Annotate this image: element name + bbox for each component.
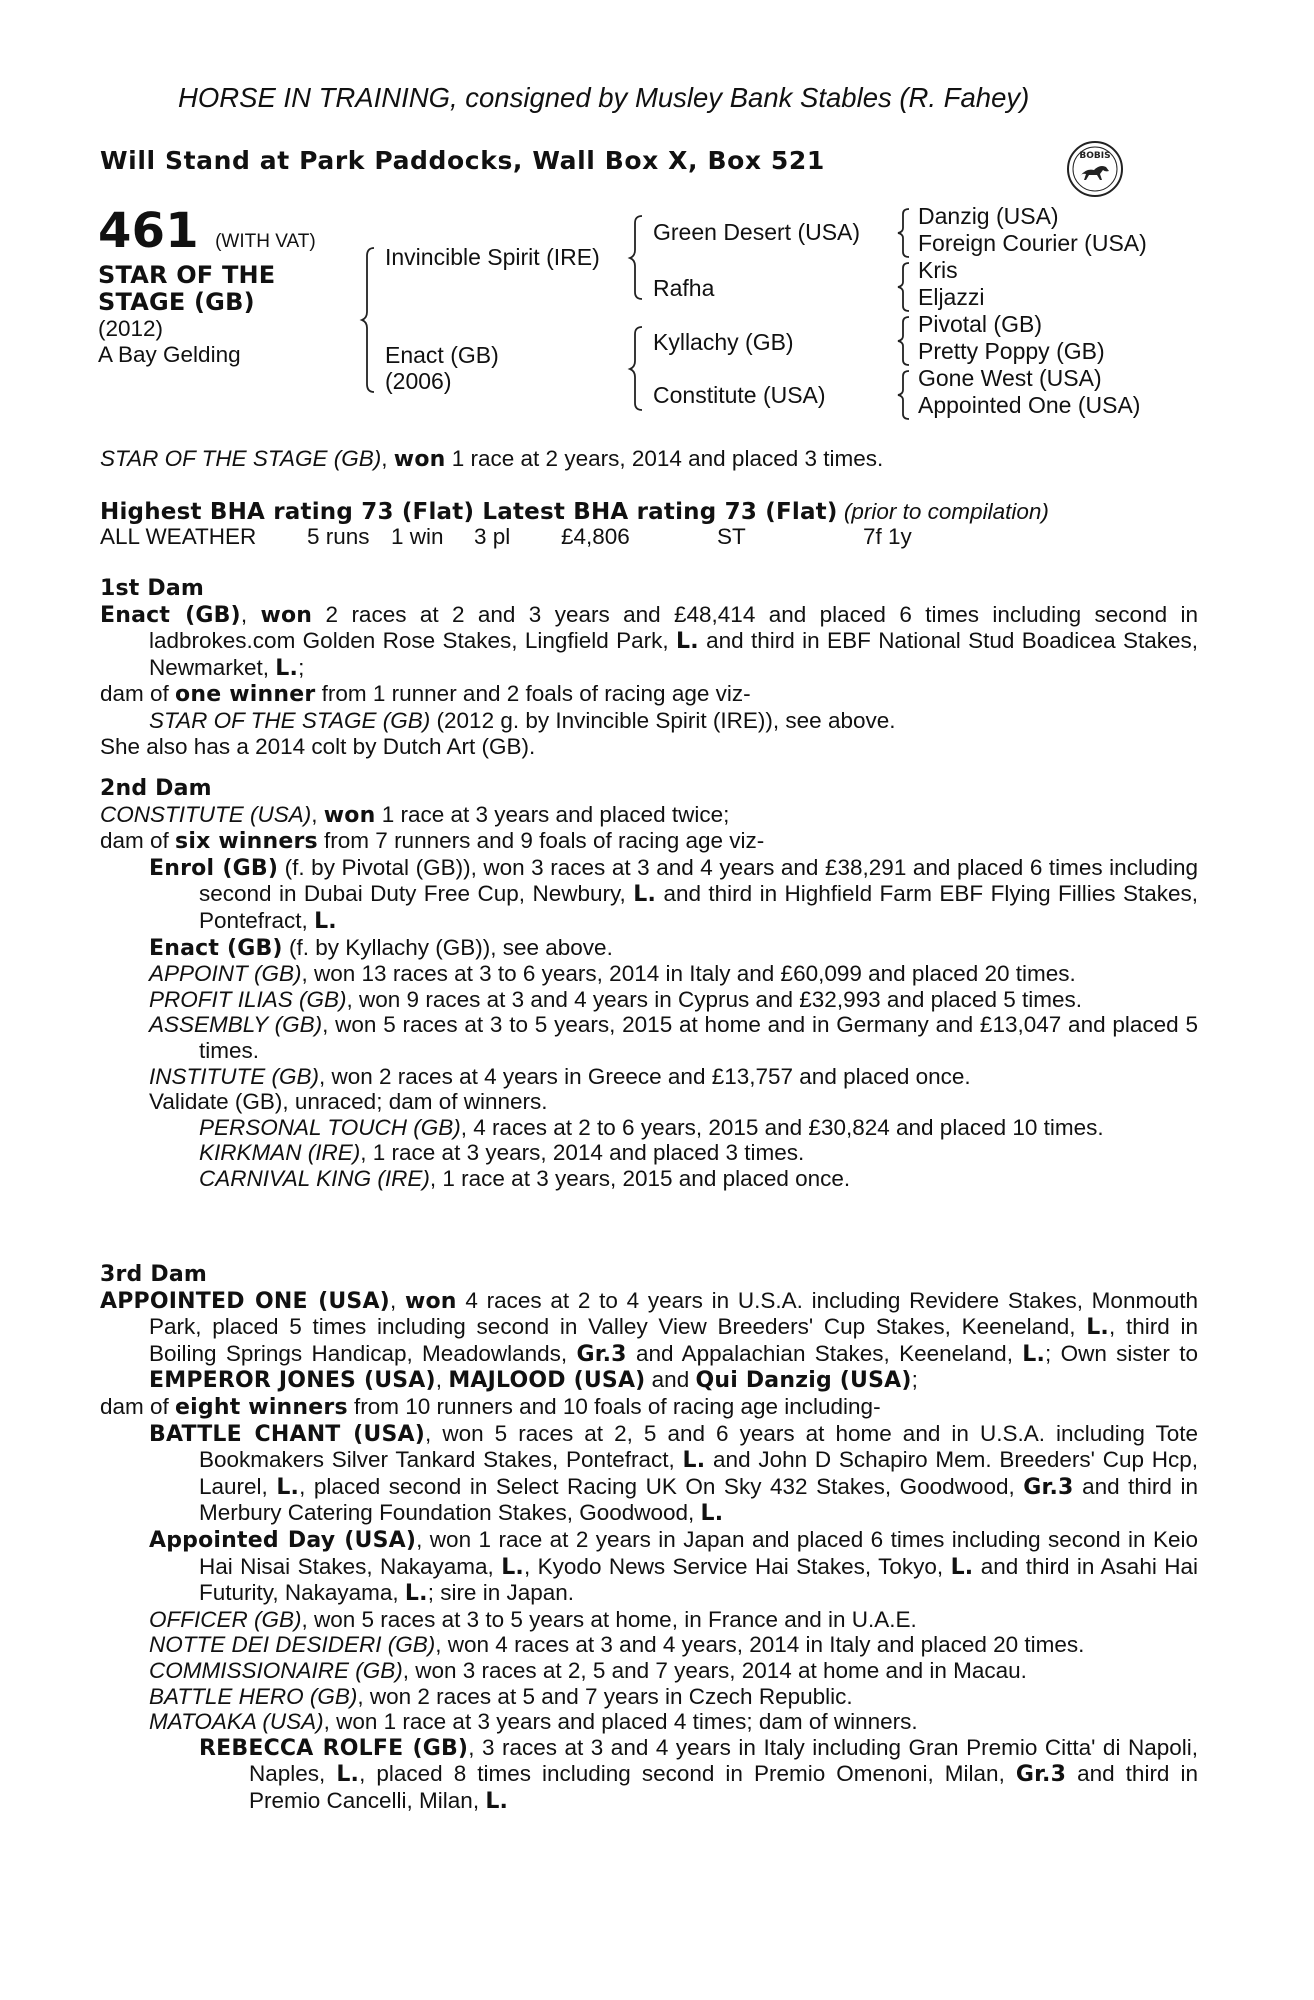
gg-eljazzi: Eljazzi (918, 284, 985, 310)
won-label: won (323, 802, 376, 828)
text: dam of (100, 681, 176, 707)
text: dam of (100, 1393, 176, 1419)
first-dam-name: Enact (GB) (100, 602, 241, 628)
gg-pretty-poppy: Pretty Poppy (GB) (918, 338, 1105, 364)
sire: Invincible Spirit (IRE) (385, 244, 600, 270)
progeny-name: BATTLE CHANT (USA) (149, 1421, 426, 1447)
stand-location: Will Stand at Park Paddocks, Wall Box X, Box 521 (100, 146, 825, 175)
summary-horse-name: STAR OF THE STAGE (GB) (100, 446, 382, 471)
record-runs: 5 runs (307, 524, 370, 549)
record-wins: 1 win (391, 524, 444, 549)
text: , won 2 races at 4 years in Greece and £13,757 and placed once. (319, 1063, 971, 1089)
progeny-entry (100, 1684, 1198, 1710)
lot-number: 461 (98, 203, 199, 259)
race-summary: STAR OF THE STAGE (GB), won 1 race at 2 years, 2014 and placed 3 times. (100, 446, 884, 472)
text: , won 1 race at 3 years and placed 4 times; dam of winners. (323, 1709, 918, 1735)
progeny-entry (100, 961, 1198, 987)
progeny-name: Enact (GB) (149, 935, 283, 961)
sibling-name: MAJLOOD (USA) (448, 1368, 646, 1394)
grand-progeny-entry (100, 1140, 1198, 1166)
gg-foreign-courier: Foreign Courier (USA) (918, 230, 1147, 256)
progeny-entry (100, 987, 1198, 1013)
record-distance: 7f 1y (863, 524, 912, 549)
sire-dam: Rafha (653, 275, 715, 301)
text: , 4 races at 2 to 6 years, 2015 and £30,824 and placed 10 times. (460, 1114, 1104, 1140)
text: (f. by Kyllachy (GB)), see above. (282, 934, 613, 960)
progeny-name: Appointed Day (USA) (149, 1527, 417, 1553)
winners-count: one winner (175, 682, 316, 708)
bobis-logo (1066, 140, 1124, 198)
text: , 1 race at 3 years, 2014 and placed 3 times. (360, 1140, 805, 1166)
progeny-name: ASSEMBLY (GB) (149, 1012, 323, 1038)
pedigree-bracket-g3 (898, 315, 912, 367)
listed-mark: L. (675, 629, 699, 655)
second-dam-produce (100, 828, 1198, 855)
horse-name-line1: STAR OF THE (98, 261, 276, 289)
pedigree-bracket-main (362, 246, 378, 396)
progeny-entry (100, 1064, 1198, 1090)
text: , third in Boiling Springs Handicap, Meadowlands, (149, 1314, 1198, 1366)
progeny-name: CARNIVAL KING (IRE) (199, 1165, 430, 1191)
text: , 1 race at 3 years, 2015 and placed once. (429, 1165, 851, 1191)
listed-mark: L. (336, 1762, 360, 1788)
pedigree-bracket-dam (630, 325, 646, 413)
vat-note: (WITH VAT) (215, 231, 316, 252)
progeny-name: NOTTE DEI DESIDERI (GB) (149, 1632, 436, 1658)
summary-won: won (393, 447, 446, 472)
first-dam-section (100, 576, 1198, 759)
text: , won 4 races at 3 and 4 years, 2014 in Italy and placed 20 times. (435, 1632, 1085, 1658)
text: and (645, 1367, 696, 1393)
progeny-name: PERSONAL TOUCH (GB) (199, 1114, 461, 1140)
progeny-name: REBECCA ROLFE (GB) (199, 1735, 469, 1761)
text: from 1 runner and 2 foals of racing age viz- (315, 681, 751, 707)
rating-line (100, 499, 1049, 526)
sire-sire: Green Desert (USA) (653, 219, 861, 245)
progeny-entry (100, 1607, 1198, 1633)
progeny-entry (100, 1709, 1198, 1735)
record-track: ST (717, 524, 746, 549)
third-dam-heading: 3rd Dam (100, 1262, 207, 1287)
text: , won 1 race at 2 years in Japan and placed 6 times including second in Keio Hai Nisai Stakes, Nakayama, (199, 1526, 1198, 1579)
progeny-name: KIRKMAN (IRE) (199, 1140, 361, 1166)
listed-mark: L. (276, 1474, 300, 1500)
dam-dam: Constitute (USA) (653, 382, 826, 408)
text: , won 2 races at 5 and 7 years in Czech Republic. (357, 1683, 853, 1709)
text: ; Own sister to (1045, 1340, 1198, 1366)
first-dam-produce (100, 681, 1198, 708)
progeny-name: OFFICER (GB) (149, 1606, 302, 1632)
listed-mark: L. (682, 1448, 706, 1474)
listed-mark: L. (633, 882, 657, 908)
progeny-name: STAR OF THE STAGE (GB) (149, 707, 431, 733)
dam-year: (2006) (385, 368, 452, 394)
text: and third in Highfield Farm EBF Flying Fillies Stakes, Pontefract, (199, 881, 1198, 933)
text: 1 race at 3 years and placed twice; (375, 801, 730, 827)
gg-danzig: Danzig (USA) (918, 203, 1059, 229)
progeny-name: BATTLE HERO (GB) (149, 1683, 358, 1709)
text: , won 5 races at 3 to 5 years at home, in France and in U.A.E. (301, 1606, 917, 1632)
text: from 10 runners and 10 foals of racing age including- (347, 1393, 881, 1419)
text: , 3 races at 3 and 4 years in Italy including Gran Premio Citta' di Napoli, Naples, (249, 1734, 1198, 1787)
dam-sire: Kyllachy (GB) (653, 329, 794, 355)
listed-mark: L. (404, 1581, 428, 1607)
text: and third in Premio Cancelli, Milan, (249, 1761, 1198, 1813)
text: , won 5 races at 3 to 5 years, 2015 at home and in Germany and £13,047 and placed 5 times. (199, 1012, 1198, 1063)
text: (2012 g. by Invincible Spirit (IRE)), see above. (430, 707, 896, 733)
text: 2 races at 2 and 3 years and £48,414 and placed 6 times including second in ladbrokes.com Golden Rose Stakes, Lingfield Park, (149, 601, 1198, 654)
second-dam-heading: 2nd Dam (100, 776, 212, 801)
listed-mark: L. (501, 1554, 524, 1580)
winners-count: eight winners (175, 1394, 348, 1420)
third-dam-record: APPOINTED ONE (USA), won 4 races at 2 to 4 years in U.S.A. including Revidere Stakes, Monmouth Park, placed 5 times including second in Valley View Breeders' Cup Stakes, Keeneland, L., third in Boiling Springs Handicap, Meadowlands, Gr.3 and Appalachian Stakes, Keeneland, L.; Own sister to EMPEROR JONES (USA), MAJLOOD (USA) and Qui Danzig (USA); (100, 1287, 1198, 1394)
gg-appointed-one: Appointed One (USA) (918, 392, 1141, 418)
progeny-entry (100, 1012, 1198, 1063)
lot-number-block (98, 204, 316, 258)
text: and third in EBF National Stud Boadicea Stakes, Newmarket, (149, 628, 1198, 680)
bobis-seal-icon (1066, 140, 1124, 198)
progeny-entry (100, 935, 1198, 962)
first-dam-record: Enact (GB), won 2 races at 2 and 3 years and £48,414 and placed 6 times including second in ladbrokes.com Golden Rose Stakes, Lingfield Park, L. and third in EBF National Stud Boadicea Stakes, Newmarket, L.; (100, 601, 1198, 681)
progeny-entry (100, 1421, 1198, 1527)
text: and third in Asahi Hai Futurity, Nakayama, (199, 1553, 1198, 1606)
winners-count: six winners (175, 829, 318, 855)
listed-mark: L. (700, 1501, 724, 1527)
third-dam-section (100, 1262, 1198, 1814)
text: , Kyodo News Service Hai Stakes, Tokyo, (524, 1553, 951, 1579)
won-label: won (404, 1288, 457, 1314)
progeny-name: COMMISSIONAIRE (GB) (149, 1657, 403, 1683)
grand-progeny-entry (100, 1115, 1198, 1141)
horse-name-line2: STAGE (GB) (98, 288, 255, 316)
text: , won 9 races at 3 and 4 years in Cyprus and £32,993 and placed 5 times. (346, 986, 1082, 1012)
listed-mark: L. (1022, 1341, 1046, 1367)
record-earnings: £4,806 (561, 524, 630, 549)
gg-pivotal: Pivotal (GB) (918, 311, 1042, 337)
text: ; (911, 1367, 918, 1393)
sibling-name: Qui Danzig (USA) (695, 1368, 912, 1394)
second-dam-name: CONSTITUTE (USA) (100, 801, 312, 827)
progeny-entry (100, 708, 1198, 734)
progeny-name: PROFIT ILIAS (GB) (149, 986, 347, 1012)
grand-progeny-entry (100, 1166, 1198, 1192)
text: from 7 runners and 9 foals of racing age viz- (317, 828, 765, 854)
text: ; (298, 654, 305, 680)
listed-mark: L. (314, 908, 337, 934)
pedigree-bracket-g1 (898, 207, 912, 259)
rating-note: (prior to compilation) (837, 499, 1049, 524)
summary-text: 1 race at 2 years, 2014 and placed 3 times. (445, 446, 884, 471)
listed-mark: L. (950, 1554, 974, 1580)
listed-mark: L. (1086, 1315, 1109, 1341)
pedigree-bracket-sire (630, 214, 646, 302)
text: , won 3 races at 2, 5 and 7 years, 2014 at home and in Macau. (402, 1657, 1027, 1683)
gg-gone-west: Gone West (USA) (918, 365, 1102, 391)
horse-description: A Bay Gelding (98, 342, 241, 367)
text: , won 13 races at 3 to 6 years, 2014 in Italy and £60,099 and placed 20 times. (301, 961, 1076, 987)
progeny-entry (100, 1658, 1198, 1684)
bha-rating: Highest BHA rating 73 (Flat) Latest BHA rating 73 (Flat) (100, 499, 838, 525)
third-dam-produce (100, 1394, 1198, 1421)
pedigree-bracket-g2 (898, 261, 912, 313)
text: , (435, 1367, 449, 1393)
svg-text:BOBIS: BOBIS (1079, 151, 1111, 161)
won-label: won (260, 602, 313, 628)
text: dam of (100, 828, 176, 854)
text: , won 5 races at 2, 5 and 6 years at home and in U.S.A. including Tote Bookmakers Silver Tankard Stakes, Pontefract, (199, 1420, 1198, 1473)
text: ; sire in Japan. (427, 1580, 575, 1606)
sibling-name: EMPEROR JONES (USA) (149, 1368, 436, 1394)
horse-year: (2012) (98, 316, 164, 341)
page-title: HORSE IN TRAINING, consigned by Musley Bank Stables (R. Fahey) (178, 82, 1030, 113)
progeny-entry (100, 1632, 1198, 1658)
second-dam-section (100, 776, 1198, 1192)
progeny-name: INSTITUTE (GB) (149, 1063, 319, 1089)
first-dam-heading: 1st Dam (100, 576, 205, 601)
progeny-entry (100, 1527, 1198, 1607)
gg-kris: Kris (918, 257, 958, 283)
progeny-name: APPOINT (GB) (149, 961, 302, 987)
group-mark: Gr.3 (1015, 1762, 1067, 1788)
progeny-name: MATOAKA (USA) (149, 1709, 324, 1735)
listed-mark: L. (275, 655, 299, 681)
text: , placed second in Select Racing UK On Sky 432 Stakes, Goodwood, (299, 1473, 1024, 1499)
colt-note: She also has a 2014 colt by Dutch Art (GB). (100, 733, 536, 759)
group-mark: Gr.3 (1023, 1474, 1074, 1500)
text: and John D Schapiro Mem. Breeders' Cup Hcp, Laurel, (199, 1447, 1198, 1499)
grand-progeny-entry (100, 1735, 1198, 1815)
text: and Appalachian Stakes, Keeneland, (626, 1340, 1023, 1366)
text: (f. by Pivotal (GB)), won 3 races at 3 and 4 years and £38,291 and placed 6 times including second in Dubai Duty Free Cup, Newbury, (199, 854, 1198, 907)
text: , placed 8 times including second in Premio Omenoni, Milan, (359, 1761, 1016, 1787)
text: and third in Merbury Catering Foundation Stakes, Goodwood, (199, 1473, 1198, 1526)
group-mark: Gr.3 (576, 1341, 627, 1367)
progeny-name: Enrol (GB) (149, 855, 279, 881)
listed-mark: L. (485, 1788, 509, 1814)
record-placed: 3 pl (474, 524, 511, 549)
pedigree-bracket-g4 (898, 369, 912, 421)
progeny-entry (100, 855, 1198, 935)
third-dam-name: APPOINTED ONE (USA) (100, 1288, 390, 1314)
second-dam-record: CONSTITUTE (USA), won 1 race at 3 years and placed twice; (100, 801, 730, 828)
text: 4 races at 2 to 4 years in U.S.A. including Revidere Stakes, Monmouth Park, placed 5 times including second in Valley View Breeders' Cup Stakes, Keeneland, (149, 1287, 1198, 1340)
dam: Enact (GB) (385, 342, 499, 368)
record-surface: ALL WEATHER (100, 524, 257, 549)
progeny-entry: Validate (GB), unraced; dam of winners. (149, 1089, 548, 1115)
